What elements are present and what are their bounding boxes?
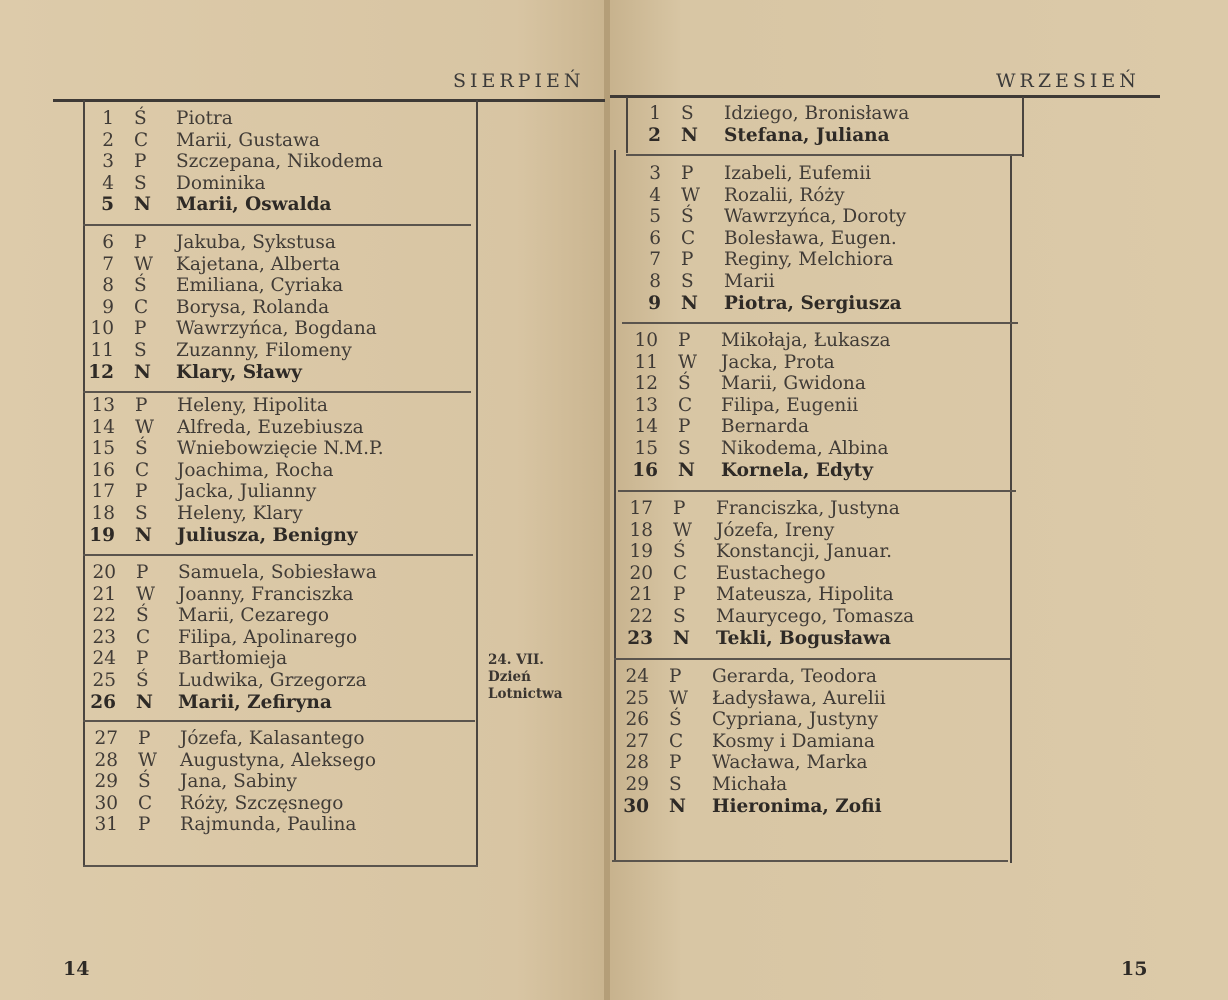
day-row	[80, 297, 440, 319]
day-number: 26	[625, 709, 649, 731]
weekday-letter: Ś	[681, 206, 694, 228]
day-number: 5	[649, 206, 661, 228]
day-number: 17	[91, 481, 115, 503]
day-row	[84, 814, 444, 836]
day-number: 2	[648, 124, 661, 146]
day-number: 11	[90, 340, 114, 361]
name-day: Izabeli, Eufemii	[724, 163, 872, 184]
day-row	[619, 628, 979, 650]
day-row	[624, 330, 984, 352]
weekday-letter: P	[678, 330, 691, 351]
weekday-letter: C	[138, 792, 153, 814]
weekday-letter: Ś	[135, 438, 148, 460]
day-row	[80, 318, 440, 340]
side-note-line-1: 24. VII.	[488, 652, 544, 668]
name-day: Kajetana, Alberta	[176, 253, 341, 275]
day-number: 12	[88, 361, 114, 383]
weekday-letter: Ś	[136, 670, 149, 691]
weekday-letter: Ś	[669, 709, 682, 731]
weekday-letter: N	[136, 691, 153, 713]
day-number: 11	[634, 351, 658, 373]
day-number: 4	[102, 172, 114, 194]
table-border-right-right-page	[1022, 97, 1024, 157]
day-row	[615, 731, 975, 753]
name-day: Róży, Szczęsnego	[180, 792, 344, 814]
weekday-letter: S	[681, 271, 694, 292]
day-number: 21	[629, 584, 653, 606]
weekday-letter: C	[669, 730, 684, 752]
weekday-letter: P	[681, 163, 694, 184]
weekday-letter: P	[134, 232, 147, 253]
day-number: 23	[627, 627, 653, 649]
name-day: Mateusza, Hipolita	[716, 584, 894, 606]
name-day: Bolesława, Eugen.	[724, 227, 897, 249]
top-rule-right	[610, 95, 1160, 98]
day-number: 28	[625, 752, 649, 774]
day-row	[82, 584, 442, 606]
page-number-left: 14	[63, 958, 90, 980]
weekday-letter: W	[136, 583, 156, 605]
day-row	[84, 793, 444, 815]
weekday-letter: S	[669, 774, 682, 795]
day-number: 9	[648, 292, 661, 314]
day-row	[619, 563, 979, 585]
weekday-letter: S	[134, 340, 147, 361]
weekday-letter: P	[136, 648, 149, 670]
name-day: Wniebowzięcie N.M.P.	[177, 438, 384, 460]
day-number: 7	[649, 249, 661, 271]
day-number: 28	[94, 749, 118, 771]
weekday-letter: S	[678, 438, 691, 459]
day-number: 25	[92, 670, 116, 691]
weekday-letter: W	[138, 749, 158, 771]
weekday-letter: W	[135, 416, 155, 438]
name-day: Józefa, Kalasantego	[180, 728, 365, 749]
day-number: 24	[92, 648, 116, 670]
day-number: 5	[101, 194, 114, 216]
day-row	[615, 774, 975, 796]
name-day: Marii, Gustawa	[176, 129, 320, 151]
day-number: 22	[629, 606, 653, 627]
day-number: 19	[629, 541, 653, 563]
day-row	[624, 373, 984, 395]
name-day: Klary, Sławy	[176, 361, 302, 383]
day-number: 6	[649, 227, 661, 249]
week-separator	[83, 554, 473, 556]
day-number: 29	[625, 774, 649, 795]
name-day: Marii, Zefiryna	[178, 691, 332, 713]
name-day: Augustyna, Aleksego	[180, 749, 376, 771]
weekday-letter: N	[681, 292, 698, 314]
weekday-letter: P	[134, 151, 147, 173]
side-note	[488, 652, 563, 703]
day-number: 3	[649, 163, 661, 184]
day-row	[82, 692, 442, 714]
name-day: Piotra, Sergiusza	[724, 292, 902, 314]
day-number: 6	[102, 232, 114, 253]
name-day: Franciszka, Justyna	[716, 498, 900, 519]
day-number: 14	[634, 416, 658, 438]
week-separator	[83, 391, 471, 393]
day-number: 30	[623, 795, 649, 817]
weekday-letter: S	[134, 172, 147, 194]
weekday-letter: P	[134, 318, 147, 340]
name-day: Kornela, Edyty	[721, 459, 873, 481]
weekday-letter: C	[134, 129, 149, 151]
day-row	[80, 130, 440, 152]
day-row	[624, 352, 984, 374]
weekday-letter: P	[673, 498, 686, 519]
day-row	[615, 666, 975, 688]
weekday-letter: Ś	[673, 541, 686, 563]
day-row	[80, 151, 440, 173]
weekday-letter: N	[669, 795, 686, 817]
day-number: 1	[102, 108, 114, 129]
name-day: Ładysława, Aurelii	[712, 687, 886, 709]
day-row	[81, 460, 441, 482]
day-row	[80, 362, 440, 384]
day-row	[615, 709, 975, 731]
weekday-letter: P	[136, 562, 149, 583]
day-row	[84, 728, 444, 750]
day-row	[82, 605, 442, 627]
weekday-letter: P	[681, 249, 694, 271]
name-day: Marii, Gwidona	[721, 373, 866, 395]
day-row	[624, 416, 984, 438]
day-row	[81, 438, 441, 460]
page-number-right: 15	[1121, 958, 1148, 980]
day-row	[627, 271, 987, 293]
weekday-letter: C	[681, 227, 696, 249]
name-day: Idziego, Bronisława	[724, 103, 910, 124]
day-row	[81, 417, 441, 439]
name-day: Eustachego	[716, 562, 826, 584]
day-row	[619, 541, 979, 563]
day-number: 15	[91, 438, 115, 460]
weekday-letter: P	[669, 752, 682, 774]
day-row	[627, 206, 987, 228]
name-day: Piotra	[176, 108, 233, 129]
day-number: 26	[90, 691, 116, 713]
day-number: 29	[94, 771, 118, 793]
weekday-letter: Ś	[134, 108, 147, 129]
weekday-letter: P	[135, 481, 148, 503]
day-row	[624, 438, 984, 460]
weekday-letter: C	[673, 562, 688, 584]
day-number: 31	[94, 814, 118, 836]
weekday-letter: P	[673, 584, 686, 606]
name-day: Marii, Cezarego	[178, 605, 330, 627]
day-row	[615, 752, 975, 774]
day-row	[82, 648, 442, 670]
day-number: 16	[632, 459, 658, 481]
weekday-letter: Ś	[678, 373, 691, 395]
weekday-letter: W	[673, 519, 693, 541]
side-note-line-3: Lotnictwa	[488, 686, 563, 702]
name-day: Michała	[712, 774, 788, 795]
day-row	[80, 340, 440, 362]
day-row	[84, 750, 444, 772]
day-number: 21	[92, 583, 116, 605]
day-row	[80, 275, 440, 297]
week-separator	[614, 658, 1010, 660]
name-day: Cypriana, Justyny	[712, 709, 879, 731]
day-row	[619, 498, 979, 520]
name-day: Emiliana, Cyriaka	[176, 275, 344, 297]
name-day: Filipa, Eugenii	[721, 394, 859, 416]
weekday-letter: P	[138, 814, 151, 836]
day-number: 9	[102, 296, 114, 318]
day-number: 27	[94, 728, 118, 749]
day-number: 20	[629, 562, 653, 584]
day-row	[624, 395, 984, 417]
day-row	[80, 194, 440, 216]
weekday-letter: S	[673, 606, 686, 627]
week-separator	[618, 490, 1016, 492]
name-day: Heleny, Klary	[177, 503, 303, 524]
week-separator	[626, 154, 1022, 156]
day-row	[627, 163, 987, 185]
day-row	[82, 670, 442, 692]
day-number: 14	[91, 416, 115, 438]
name-day: Jacka, Julianny	[177, 481, 317, 503]
day-row	[627, 125, 987, 147]
weekday-letter: N	[134, 361, 151, 383]
day-number: 18	[91, 503, 115, 524]
day-number: 10	[90, 318, 114, 340]
day-row	[627, 228, 987, 250]
weekday-letter: P	[669, 666, 682, 687]
day-row	[81, 525, 441, 547]
day-row	[82, 627, 442, 649]
weekday-letter: W	[134, 253, 154, 275]
day-number: 25	[625, 687, 649, 709]
name-day: Bernarda	[721, 416, 810, 438]
day-row	[615, 796, 975, 818]
name-day: Ludwika, Grzegorza	[178, 670, 367, 691]
name-day: Mikołaja, Łukasza	[721, 330, 891, 351]
name-day: Samuela, Sobiesława	[178, 562, 377, 583]
weekday-letter: P	[678, 416, 691, 438]
day-row	[624, 460, 984, 482]
weekday-letter: P	[135, 395, 148, 416]
day-row	[619, 520, 979, 542]
day-number: 1	[649, 103, 661, 124]
name-day: Jana, Sabiny	[180, 771, 297, 793]
week-separator	[622, 322, 1018, 324]
side-note-line-2: Dzień	[488, 669, 531, 685]
day-row	[615, 688, 975, 710]
day-number: 27	[625, 730, 649, 752]
name-day: Stefana, Juliana	[724, 124, 890, 146]
day-number: 13	[91, 395, 115, 416]
name-day: Dominika	[176, 172, 266, 194]
weekday-letter: C	[134, 296, 149, 318]
day-number: 19	[89, 524, 115, 546]
name-day: Jacka, Prota	[721, 351, 835, 373]
table-bottom-rule-right	[612, 860, 1008, 862]
day-row	[627, 185, 987, 207]
day-number: 13	[634, 394, 658, 416]
name-day: Konstancji, Januar.	[716, 541, 893, 563]
day-number: 10	[634, 330, 658, 351]
name-day: Jakuba, Sykstusa	[176, 232, 336, 253]
name-day: Wacława, Marka	[712, 752, 868, 774]
day-number: 3	[102, 151, 114, 173]
day-row	[81, 503, 441, 525]
day-row	[80, 173, 440, 195]
name-day: Reginy, Melchiora	[724, 249, 894, 271]
weekday-letter: Ś	[134, 275, 147, 297]
name-day: Bartłomieja	[178, 648, 288, 670]
week-separator	[83, 720, 475, 722]
name-day: Wawrzyńca, Doroty	[724, 206, 907, 228]
day-row	[81, 481, 441, 503]
day-number: 30	[94, 792, 118, 814]
table-border-right	[476, 100, 478, 866]
name-day: Marii	[724, 271, 775, 292]
weekday-letter: W	[669, 687, 689, 709]
weekday-letter: W	[678, 351, 698, 373]
day-number: 8	[102, 275, 114, 297]
weekday-letter: S	[681, 103, 694, 124]
day-row	[627, 249, 987, 271]
book-gutter	[604, 0, 610, 1000]
name-day: Alfreda, Euzebiusza	[177, 416, 364, 438]
day-row	[627, 103, 987, 125]
name-day: Nikodema, Albina	[721, 438, 889, 459]
name-day: Heleny, Hipolita	[177, 395, 328, 416]
day-number: 22	[92, 605, 116, 627]
weekday-letter: W	[681, 184, 701, 206]
day-number: 8	[649, 271, 661, 292]
name-day: Hieronima, Zofii	[712, 795, 882, 817]
week-separator	[83, 224, 471, 226]
weekday-letter: Ś	[136, 605, 149, 627]
name-day: Borysa, Rolanda	[176, 296, 330, 318]
weekday-letter: C	[678, 394, 693, 416]
name-day: Tekli, Bogusława	[716, 627, 891, 649]
top-rule-left	[53, 99, 605, 102]
day-row	[82, 562, 442, 584]
day-row	[80, 108, 440, 130]
day-number: 4	[649, 184, 661, 206]
name-day: Rajmunda, Paulina	[180, 814, 357, 836]
name-day: Joanny, Franciszka	[178, 583, 354, 605]
day-number: 15	[634, 438, 658, 459]
day-number: 16	[91, 459, 115, 481]
day-number: 2	[102, 129, 114, 151]
weekday-letter: S	[135, 503, 148, 524]
day-row	[80, 232, 440, 254]
weekday-letter: N	[135, 524, 152, 546]
weekday-letter: Ś	[138, 771, 151, 793]
month-title-left: SIERPIEŃ	[453, 70, 585, 92]
day-number: 7	[102, 253, 114, 275]
name-day: Józefa, Ireny	[716, 519, 835, 541]
name-day: Zuzanny, Filomeny	[176, 340, 352, 361]
weekday-letter: N	[673, 627, 690, 649]
weekday-letter: N	[681, 124, 698, 146]
weekday-letter: C	[135, 459, 150, 481]
day-row	[84, 771, 444, 793]
name-day: Marii, Oswalda	[176, 194, 332, 216]
day-row	[619, 584, 979, 606]
name-day: Joachima, Rocha	[177, 459, 334, 481]
weekday-letter: C	[136, 626, 151, 648]
name-day: Maurycego, Tomasza	[716, 606, 915, 627]
day-number: 24	[625, 666, 649, 687]
weekday-letter: N	[678, 459, 695, 481]
month-title-right: WRZESIEŃ	[996, 70, 1140, 92]
day-row	[81, 395, 441, 417]
weekday-letter: P	[138, 728, 151, 749]
day-number: 20	[92, 562, 116, 583]
name-day: Juliusza, Benigny	[177, 524, 358, 546]
name-day: Rozalii, Róży	[724, 184, 845, 206]
weekday-letter: N	[134, 194, 151, 216]
name-day: Kosmy i Damiana	[712, 730, 875, 752]
day-number: 23	[92, 626, 116, 648]
day-row	[619, 606, 979, 628]
name-day: Wawrzyńca, Bogdana	[176, 318, 377, 340]
day-number: 17	[629, 498, 653, 519]
day-row	[80, 254, 440, 276]
day-number: 12	[634, 373, 658, 395]
day-row	[627, 293, 987, 315]
table-bottom-rule-left	[83, 865, 478, 867]
name-day: Filipa, Apolinarego	[178, 626, 358, 648]
name-day: Gerarda, Teodora	[712, 666, 877, 687]
table-border-right-lower-right-page	[1010, 155, 1012, 863]
day-number: 18	[629, 519, 653, 541]
name-day: Szczepana, Nikodema	[176, 151, 383, 173]
